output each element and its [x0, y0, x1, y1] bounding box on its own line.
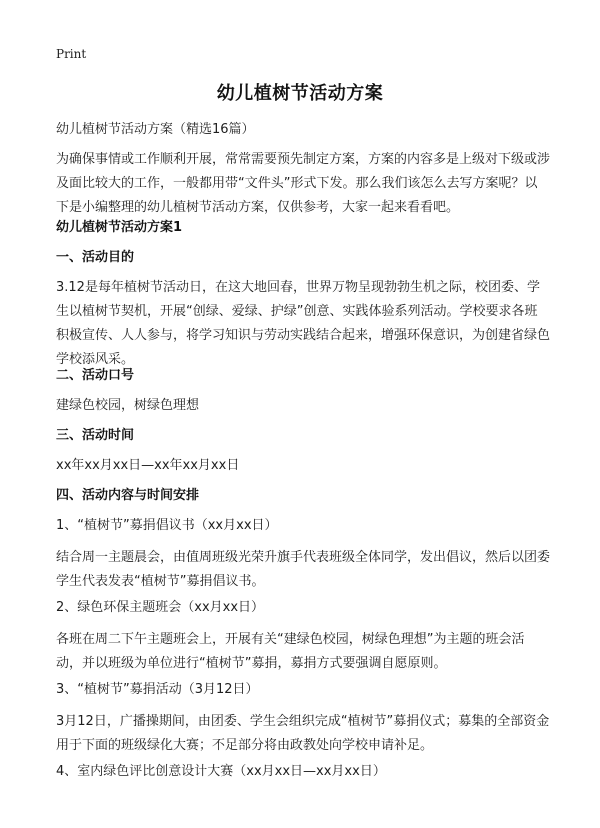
- document-subtitle: 幼儿植树节活动方案（精选16篇）: [56, 122, 255, 137]
- time-paragraph: xx年xx月xx日—xx年xx月xx日: [56, 458, 240, 473]
- intro-paragraph: 为确保事情或工作顺利开展，常常需要预先制定方案，方案的内容多是上级对下级或涉及面比较大的工作，一般都用带“文件头”形式下发。那么我们该怎么去写方案呢？以下是小编整理的幼儿植树节活动方案，仅供参考，大家一起来看看吧。: [56, 152, 551, 215]
- slogan-heading: 二、活动口号: [56, 368, 135, 383]
- purpose-paragraph: 3.12是每年植树节活动日，在这大地回春，世界万物呈现勃勃生机之际，校团委、学生以植树节契机，开展“创绿、爱绿、护绿”创意、实践体验系列活动。学校要求各班积极宣传、人人参与，将学习知识与劳动实践结合起来，增强环保意识，为创建省绿色学校添风采。: [56, 280, 551, 367]
- print-link[interactable]: Print: [56, 47, 87, 61]
- time-heading: 三、活动时间: [56, 428, 135, 443]
- item1-paragraph: 结合周一主题晨会，由值周班级光荣升旗手代表班级全体同学，发出倡议，然后以团委学生代表发表“植树节”募捐倡议书。: [56, 550, 551, 589]
- item3-paragraph: 3月12日，广播操期间，由团委、学生会组织完成“植树节”募捐仪式；募集的全部资金用于下面的班级绿化大赛；不足部分将由政教处向学校申请补足。: [56, 714, 550, 753]
- page-title: 幼儿植树节活动方案: [216, 83, 384, 104]
- content-heading: 四、活动内容与时间安排: [56, 488, 200, 503]
- item2-title: 2、绿色环保主题班会（xx月xx日）: [56, 600, 265, 615]
- item3-title: 3、“植树节”募捐活动（3月12日）: [56, 682, 259, 697]
- item2-paragraph: 各班在周二下午主题班会上，开展有关“建绿色校园，树绿色理想”为主题的班会活动，并以班级为单位进行“植树节”募捐，募捐方式要强调自愿原则。: [56, 632, 525, 671]
- slogan-paragraph: 建绿色校园，树绿色理想: [56, 398, 200, 413]
- purpose-heading: 一、活动目的: [56, 250, 135, 265]
- item1-title: 1、“植树节”募捐倡议书（xx月xx日）: [56, 518, 278, 533]
- plan1-heading: 幼儿植树节活动方案1: [56, 220, 183, 235]
- item4-title: 4、室内绿色评比创意设计大赛（xx月xx日—xx月xx日）: [56, 764, 386, 779]
